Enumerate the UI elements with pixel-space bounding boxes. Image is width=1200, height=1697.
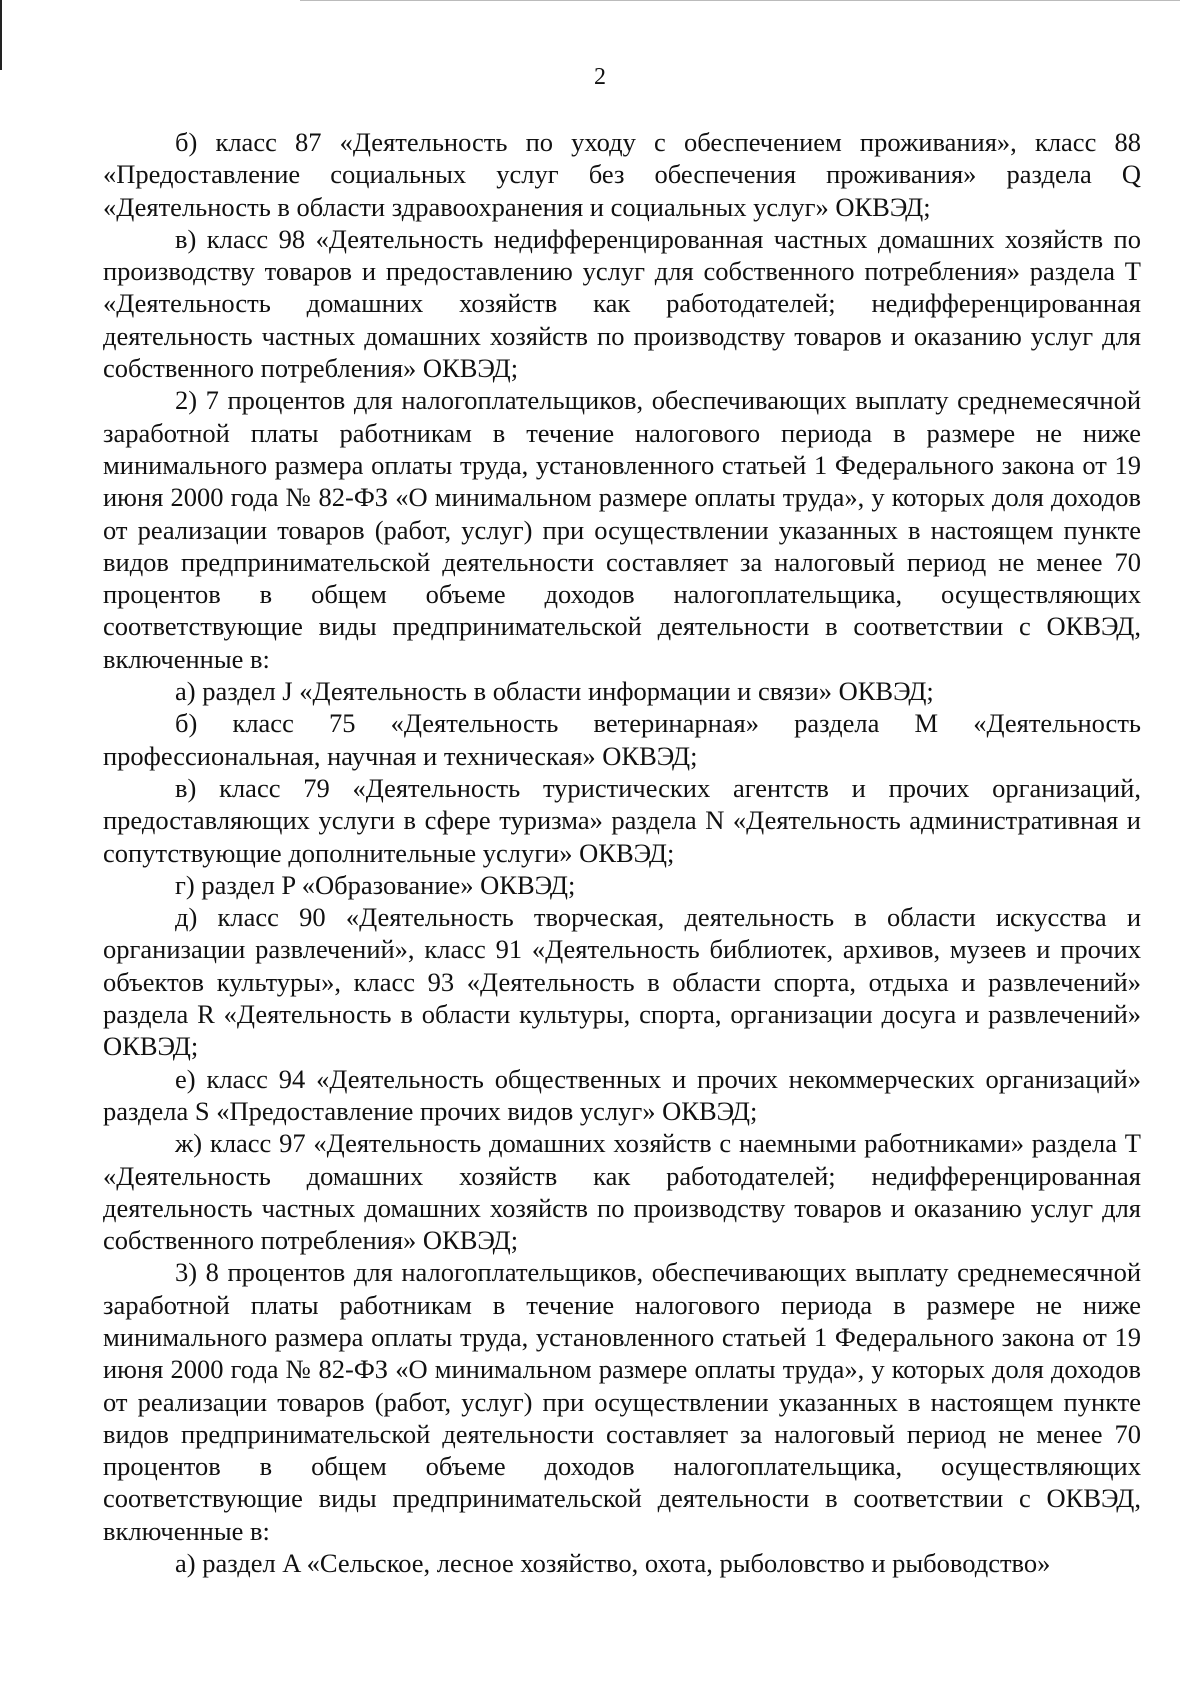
scan-top-edge [300,0,1180,1]
paragraph-2d-class-90-91-93: д) класс 90 «Деятельность творческая, деятельность в области искусства и организации развлечений», класс 91 «Деятельность библиотек, архивов, музеев и прочих объектов культуры», класс 93 «Деятельность в области спорта, отдыха и развлечений» раздела R «Деятельность в области культуры, спорта, организации досуга и развлечений» ОКВЭД; [103,902,1141,1062]
scan-border-mark [0,0,2,70]
paragraph-2-seven-percent: 2) 7 процентов для налогоплательщиков, обеспечивающих выплату среднемесячной заработной платы работникам в течение налогового периода в размере не ниже минимального размера оплаты труда, установленного статьей 1 Федерального закона от 19 июня 2000 года № 82-ФЗ «О минимальном размере оплаты труда», у которых доля доходов от реализации товаров (работ, услуг) при осуществлении указанных в настоящем пункте видов предпринимательской деятельности составляет за налоговый период не менее 70 процентов в общем объеме доходов налогоплательщика, осуществляющих соответствующие виды предпринимательской деятельности в соответствии с ОКВЭД, включенные в: [103,385,1141,674]
document-body [103,126,1141,1579]
page-number: 2 [594,64,606,90]
paragraph-3-eight-percent: 3) 8 процентов для налогоплательщиков, обеспечивающих выплату среднемесячной заработной платы работникам в течение налогового периода в размере не ниже минимального размера оплаты труда, установленного статьей 1 Федерального закона от 19 июня 2000 года № 82-ФЗ «О минимальном размере оплаты труда», у которых доля доходов от реализации товаров (работ, услуг) при осуществлении указанных в настоящем пункте видов предпринимательской деятельности составляет за налоговый период не менее 70 процентов в общем объеме доходов налогоплательщика, осуществляющих соответствующие виды предпринимательской деятельности в соответствии с ОКВЭД, включенные в: [103,1257,1141,1546]
paragraph-2a-section-j: а) раздел J «Деятельность в области информации и связи» ОКВЭД; [175,676,934,707]
paragraph-2g-section-p: г) раздел P «Образование» ОКВЭД; [175,869,576,900]
paragraph-2e-class-94: е) класс 94 «Деятельность общественных и прочих некоммерческих организаций» раздела S «Предоставление прочих видов услуг» ОКВЭД; [103,1063,1141,1126]
paragraph-2b-class-75: б) класс 75 «Деятельность ветеринарная» раздела M «Деятельность профессиональная, научная и техническая» ОКВЭД; [103,708,1141,771]
paragraph-2v-class-79: в) класс 79 «Деятельность туристических агентств и прочих организаций, предоставляющих услуги в сфере туризма» раздела N «Деятельность административная и сопутствующие дополнительные услуги» ОКВЭД; [103,772,1141,868]
paragraph-1v-class-98: в) класс 98 «Деятельность недифференцированная частных домашних хозяйств по производству товаров и предоставлению услуг для собственного потребления» раздела T «Деятельность домашних хозяйств как работодателей; недифференцированная деятельность частных домашних хозяйств по производству товаров и оказанию услуг для собственного потребления» ОКВЭД; [103,223,1141,384]
paragraph-2zh-class-97: ж) класс 97 «Деятельность домашних хозяйств с наемными работниками» раздела T «Деятельность домашних хозяйств как работодателей; недифференцированная деятельность частных домашних хозяйств по производству товаров и оказанию услуг для собственного потребления» ОКВЭД; [103,1128,1141,1256]
paragraph-1b-class-87-88: б) класс 87 «Деятельность по уходу с обеспечением проживания», класс 88 «Предоставление социальных услуг без обеспечения проживания» раздела Q «Деятельность в области здравоохранения и социальных услуг» ОКВЭД; [103,127,1141,222]
paragraph-3a-section-a: а) раздел A «Сельское, лесное хозяйство, охота, рыболовство и рыбоводство» [175,1548,1051,1579]
